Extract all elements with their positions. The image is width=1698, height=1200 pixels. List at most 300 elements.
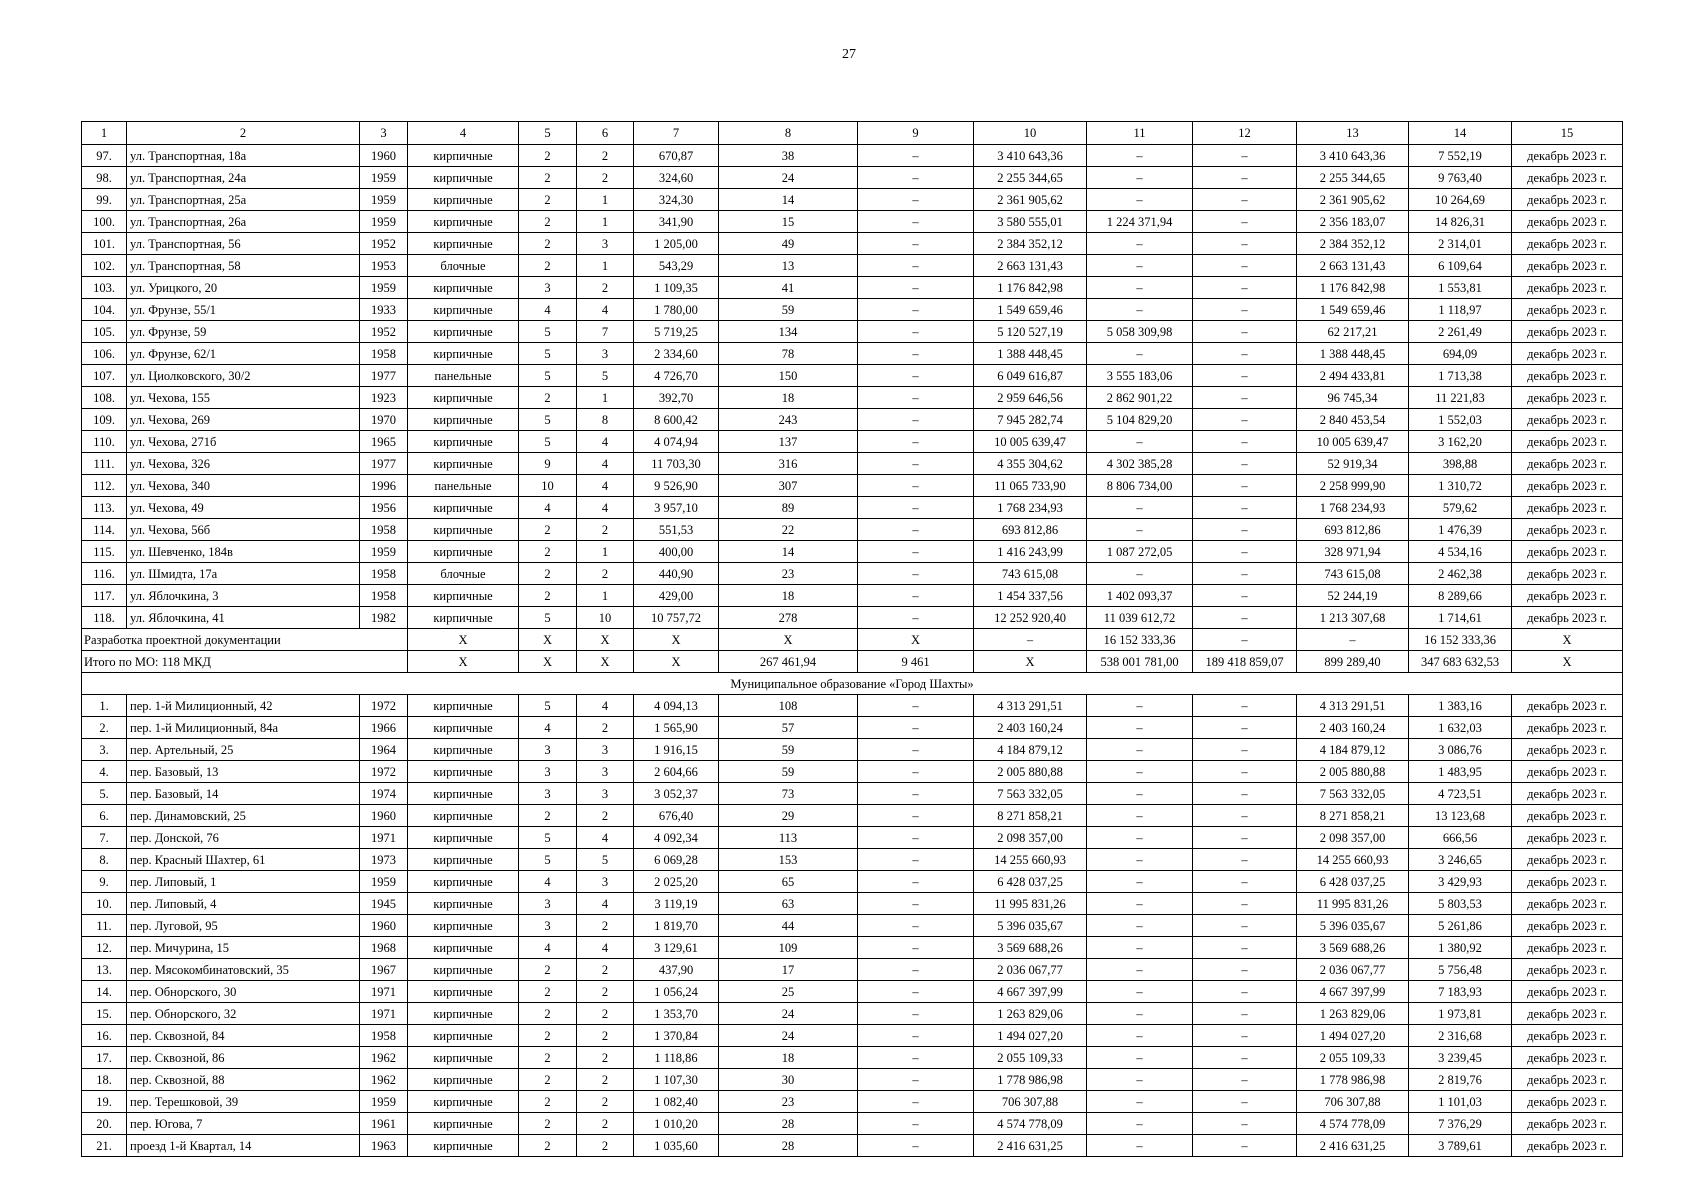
cost-total-cell: 3 410 643,36	[974, 145, 1087, 167]
address-cell: пер. Сквозной, 86	[127, 1047, 360, 1069]
table-row	[82, 981, 1623, 1003]
row-number-cell: 106.	[82, 343, 127, 365]
col-13-cell: 1 549 659,46	[1297, 299, 1409, 321]
row-number-cell: 7.	[82, 827, 127, 849]
completion-date-cell: декабрь 2023 г.	[1512, 541, 1623, 563]
completion-date-cell: декабрь 2023 г.	[1512, 497, 1623, 519]
unit-cost-cell: 1 383,16	[1409, 695, 1512, 717]
area-cell: 1 035,60	[634, 1135, 719, 1157]
wall-material-cell: кирпичные	[408, 211, 519, 233]
floors-cell: 2	[519, 387, 577, 409]
cost-total-cell: 6 428 037,25	[974, 871, 1087, 893]
col-9-cell: –	[858, 519, 974, 541]
table-row	[82, 145, 1623, 167]
year-built-cell: 1952	[360, 321, 408, 343]
completion-date-cell: декабрь 2023 г.	[1512, 607, 1623, 629]
floors-cell: 2	[519, 1047, 577, 1069]
col-13-cell: 1 263 829,06	[1297, 1003, 1409, 1025]
cost-total-cell: 3 569 688,26	[974, 937, 1087, 959]
col-11-cell: –	[1087, 233, 1193, 255]
floors-cell: 5	[519, 343, 577, 365]
col-13-cell: 693 812,86	[1297, 519, 1409, 541]
entrances-cell: 3	[577, 783, 634, 805]
completion-date-cell: декабрь 2023 г.	[1512, 475, 1623, 497]
unit-cost-cell: 1 118,97	[1409, 299, 1512, 321]
col-12-cell: –	[1193, 849, 1297, 871]
entrances-cell: 2	[577, 1025, 634, 1047]
year-built-cell: 1953	[360, 255, 408, 277]
entrances-cell: 7	[577, 321, 634, 343]
col-13-cell: 2 005 880,88	[1297, 761, 1409, 783]
col-9-cell: –	[858, 849, 974, 871]
row-number-cell: 11.	[82, 915, 127, 937]
row-number-cell: 109.	[82, 409, 127, 431]
year-built-cell: 1996	[360, 475, 408, 497]
col-11-cell: –	[1087, 1135, 1193, 1157]
col-11-cell: –	[1087, 343, 1193, 365]
design-docs-row-cell: –	[974, 629, 1087, 651]
col-11-cell: 1 087 272,05	[1087, 541, 1193, 563]
floors-cell: 3	[519, 783, 577, 805]
area-cell: 392,70	[634, 387, 719, 409]
year-built-cell: 1966	[360, 717, 408, 739]
total-row-cell: 9 461	[858, 651, 974, 673]
floors-cell: 4	[519, 937, 577, 959]
unit-cost-cell: 2 316,68	[1409, 1025, 1512, 1047]
col-13-cell: 1 388 448,45	[1297, 343, 1409, 365]
completion-date-cell: декабрь 2023 г.	[1512, 827, 1623, 849]
floors-cell: 2	[519, 145, 577, 167]
table-row	[82, 1069, 1623, 1091]
row-number-cell: 4.	[82, 761, 127, 783]
residents-cell: 29	[719, 805, 858, 827]
row-number-cell: 103.	[82, 277, 127, 299]
col-9-cell: –	[858, 299, 974, 321]
unit-cost-cell: 13 123,68	[1409, 805, 1512, 827]
row-number-cell: 101.	[82, 233, 127, 255]
completion-date-cell: декабрь 2023 г.	[1512, 1091, 1623, 1113]
entrances-cell: 1	[577, 211, 634, 233]
table-row	[82, 805, 1623, 827]
cost-total-cell: 7 563 332,05	[974, 783, 1087, 805]
year-built-cell: 1963	[360, 1135, 408, 1157]
col-11-cell: –	[1087, 1113, 1193, 1135]
table-row	[82, 915, 1623, 937]
unit-cost-cell: 2 462,38	[1409, 563, 1512, 585]
unit-cost-cell: 1 483,95	[1409, 761, 1512, 783]
wall-material-cell: кирпичные	[408, 1047, 519, 1069]
column-number-14: 14	[1409, 122, 1512, 145]
cost-total-cell: 4 574 778,09	[974, 1113, 1087, 1135]
residents-cell: 109	[719, 937, 858, 959]
col-12-cell: –	[1193, 739, 1297, 761]
area-cell: 1 107,30	[634, 1069, 719, 1091]
col-13-cell: 2 098 357,00	[1297, 827, 1409, 849]
area-cell: 1 109,35	[634, 277, 719, 299]
entrances-cell: 3	[577, 739, 634, 761]
year-built-cell: 1952	[360, 233, 408, 255]
col-13-cell: 1 768 234,93	[1297, 497, 1409, 519]
design-docs-row-cell: X	[719, 629, 858, 651]
floors-cell: 5	[519, 365, 577, 387]
table-row	[82, 299, 1623, 321]
table-row	[82, 739, 1623, 761]
col-11-cell: 4 302 385,28	[1087, 453, 1193, 475]
address-cell: ул. Чехова, 56б	[127, 519, 360, 541]
row-number-cell: 8.	[82, 849, 127, 871]
wall-material-cell: кирпичные	[408, 695, 519, 717]
entrances-cell: 2	[577, 959, 634, 981]
col-12-cell: –	[1193, 233, 1297, 255]
area-cell: 324,30	[634, 189, 719, 211]
completion-date-cell: декабрь 2023 г.	[1512, 343, 1623, 365]
entrances-cell: 1	[577, 387, 634, 409]
col-11-cell: 1 224 371,94	[1087, 211, 1193, 233]
col-11-cell: 3 555 183,06	[1087, 365, 1193, 387]
col-12-cell: –	[1193, 519, 1297, 541]
completion-date-cell: декабрь 2023 г.	[1512, 1003, 1623, 1025]
unit-cost-cell: 1 714,61	[1409, 607, 1512, 629]
wall-material-cell: кирпичные	[408, 541, 519, 563]
table-row	[82, 475, 1623, 497]
row-number-cell: 97.	[82, 145, 127, 167]
area-cell: 1 370,84	[634, 1025, 719, 1047]
entrances-cell: 2	[577, 145, 634, 167]
entrances-cell: 1	[577, 189, 634, 211]
table-row	[82, 211, 1623, 233]
col-11-cell: –	[1087, 871, 1193, 893]
cost-total-cell: 4 667 397,99	[974, 981, 1087, 1003]
col-13-cell: 2 255 344,65	[1297, 167, 1409, 189]
col-12-cell: –	[1193, 189, 1297, 211]
unit-cost-cell: 398,88	[1409, 453, 1512, 475]
year-built-cell: 1962	[360, 1069, 408, 1091]
residents-cell: 28	[719, 1113, 858, 1135]
cost-total-cell: 7 945 282,74	[974, 409, 1087, 431]
area-cell: 543,29	[634, 255, 719, 277]
design-docs-row	[82, 629, 1623, 651]
entrances-cell: 3	[577, 871, 634, 893]
floors-cell: 5	[519, 409, 577, 431]
address-cell: пер. Обнорского, 32	[127, 1003, 360, 1025]
col-12-cell: –	[1193, 981, 1297, 1003]
wall-material-cell: кирпичные	[408, 783, 519, 805]
area-cell: 3 119,19	[634, 893, 719, 915]
unit-cost-cell: 1 973,81	[1409, 1003, 1512, 1025]
col-9-cell: –	[858, 959, 974, 981]
col-12-cell: –	[1193, 431, 1297, 453]
area-cell: 1 565,90	[634, 717, 719, 739]
col-11-cell: –	[1087, 1003, 1193, 1025]
cost-total-cell: 1 494 027,20	[974, 1025, 1087, 1047]
area-cell: 676,40	[634, 805, 719, 827]
col-12-cell: –	[1193, 563, 1297, 585]
col-13-cell: 2 840 453,54	[1297, 409, 1409, 431]
wall-material-cell: кирпичные	[408, 805, 519, 827]
address-cell: пер. Липовый, 4	[127, 893, 360, 915]
col-12-cell: –	[1193, 937, 1297, 959]
wall-material-cell: кирпичные	[408, 607, 519, 629]
area-cell: 3 957,10	[634, 497, 719, 519]
col-9-cell: –	[858, 937, 974, 959]
address-cell: ул. Чехова, 269	[127, 409, 360, 431]
entrances-cell: 4	[577, 937, 634, 959]
floors-cell: 3	[519, 893, 577, 915]
total-row-cell: 899 289,40	[1297, 651, 1409, 673]
entrances-cell: 4	[577, 299, 634, 321]
table-row	[82, 1113, 1623, 1135]
unit-cost-cell: 579,62	[1409, 497, 1512, 519]
col-11-cell: –	[1087, 255, 1193, 277]
address-cell: ул. Урицкого, 20	[127, 277, 360, 299]
col-13-cell: 6 428 037,25	[1297, 871, 1409, 893]
unit-cost-cell: 1 310,72	[1409, 475, 1512, 497]
col-11-cell: –	[1087, 189, 1193, 211]
total-row-label: Итого по МО: 118 МКД	[82, 651, 408, 673]
col-9-cell: –	[858, 167, 974, 189]
year-built-cell: 1958	[360, 1025, 408, 1047]
col-9-cell: –	[858, 233, 974, 255]
unit-cost-cell: 3 246,65	[1409, 849, 1512, 871]
completion-date-cell: декабрь 2023 г.	[1512, 783, 1623, 805]
residents-cell: 316	[719, 453, 858, 475]
entrances-cell: 2	[577, 563, 634, 585]
table-row	[82, 387, 1623, 409]
col-11-cell: –	[1087, 805, 1193, 827]
area-cell: 4 094,13	[634, 695, 719, 717]
wall-material-cell: кирпичные	[408, 299, 519, 321]
wall-material-cell: кирпичные	[408, 915, 519, 937]
row-number-cell: 10.	[82, 893, 127, 915]
year-built-cell: 1972	[360, 761, 408, 783]
floors-cell: 5	[519, 607, 577, 629]
cost-total-cell: 8 271 858,21	[974, 805, 1087, 827]
area-cell: 9 526,90	[634, 475, 719, 497]
completion-date-cell: декабрь 2023 г.	[1512, 299, 1623, 321]
floors-cell: 2	[519, 959, 577, 981]
column-number-row	[82, 122, 1623, 145]
row-number-cell: 115.	[82, 541, 127, 563]
col-13-cell: 4 184 879,12	[1297, 739, 1409, 761]
wall-material-cell: блочные	[408, 563, 519, 585]
total-row-cell: X	[974, 651, 1087, 673]
cost-total-cell: 2 663 131,43	[974, 255, 1087, 277]
area-cell: 341,90	[634, 211, 719, 233]
completion-date-cell: декабрь 2023 г.	[1512, 695, 1623, 717]
year-built-cell: 1959	[360, 277, 408, 299]
table-row	[82, 1047, 1623, 1069]
column-number-3: 3	[360, 122, 408, 145]
address-cell: ул. Яблочкина, 41	[127, 607, 360, 629]
completion-date-cell: декабрь 2023 г.	[1512, 189, 1623, 211]
col-13-cell: 2 036 067,77	[1297, 959, 1409, 981]
col-11-cell: –	[1087, 783, 1193, 805]
unit-cost-cell: 1 552,03	[1409, 409, 1512, 431]
design-docs-row-cell: X	[634, 629, 719, 651]
table-row	[82, 563, 1623, 585]
design-docs-row-cell: X	[577, 629, 634, 651]
area-cell: 1 082,40	[634, 1091, 719, 1113]
residents-cell: 15	[719, 211, 858, 233]
column-number-5: 5	[519, 122, 577, 145]
design-docs-row-cell: 16 152 333,36	[1087, 629, 1193, 651]
residents-cell: 137	[719, 431, 858, 453]
area-cell: 3 052,37	[634, 783, 719, 805]
col-13-cell: 96 745,34	[1297, 387, 1409, 409]
area-cell: 10 757,72	[634, 607, 719, 629]
floors-cell: 2	[519, 1113, 577, 1135]
address-cell: пер. Красный Шахтер, 61	[127, 849, 360, 871]
col-12-cell: –	[1193, 167, 1297, 189]
col-12-cell: –	[1193, 321, 1297, 343]
floors-cell: 2	[519, 563, 577, 585]
area-cell: 2 604,66	[634, 761, 719, 783]
table-row	[82, 497, 1623, 519]
col-11-cell: –	[1087, 497, 1193, 519]
wall-material-cell: кирпичные	[408, 827, 519, 849]
column-number-13: 13	[1297, 122, 1409, 145]
cost-total-cell: 1 388 448,45	[974, 343, 1087, 365]
address-cell: пер. Обнорского, 30	[127, 981, 360, 1003]
total-row-cell: 538 001 781,00	[1087, 651, 1193, 673]
col-13-cell: 2 384 352,12	[1297, 233, 1409, 255]
address-cell: пер. Базовый, 14	[127, 783, 360, 805]
floors-cell: 2	[519, 167, 577, 189]
wall-material-cell: кирпичные	[408, 893, 519, 915]
col-9-cell: –	[858, 783, 974, 805]
area-cell: 2 025,20	[634, 871, 719, 893]
col-9-cell: –	[858, 365, 974, 387]
col-13-cell: 4 667 397,99	[1297, 981, 1409, 1003]
col-12-cell: –	[1193, 1069, 1297, 1091]
entrances-cell: 5	[577, 365, 634, 387]
year-built-cell: 1933	[360, 299, 408, 321]
residents-cell: 24	[719, 167, 858, 189]
column-number-12: 12	[1193, 122, 1297, 145]
col-12-cell: –	[1193, 1091, 1297, 1113]
area-cell: 4 074,94	[634, 431, 719, 453]
floors-cell: 2	[519, 1025, 577, 1047]
completion-date-cell: декабрь 2023 г.	[1512, 1135, 1623, 1157]
address-cell: ул. Транспортная, 25а	[127, 189, 360, 211]
entrances-cell: 2	[577, 277, 634, 299]
design-docs-row-cell: –	[1193, 629, 1297, 651]
col-12-cell: –	[1193, 255, 1297, 277]
unit-cost-cell: 3 162,20	[1409, 431, 1512, 453]
residents-cell: 18	[719, 387, 858, 409]
residents-cell: 150	[719, 365, 858, 387]
address-cell: ул. Шевченко, 184в	[127, 541, 360, 563]
floors-cell: 2	[519, 255, 577, 277]
col-13-cell: 1 494 027,20	[1297, 1025, 1409, 1047]
row-number-cell: 2.	[82, 717, 127, 739]
wall-material-cell: кирпичные	[408, 849, 519, 871]
unit-cost-cell: 2 819,76	[1409, 1069, 1512, 1091]
residents-cell: 14	[719, 541, 858, 563]
col-13-cell: 14 255 660,93	[1297, 849, 1409, 871]
col-13-cell: 3 410 643,36	[1297, 145, 1409, 167]
entrances-cell: 4	[577, 497, 634, 519]
row-number-cell: 19.	[82, 1091, 127, 1113]
residents-cell: 78	[719, 343, 858, 365]
address-cell: пер. 1-й Милиционный, 84а	[127, 717, 360, 739]
year-built-cell: 1977	[360, 453, 408, 475]
unit-cost-cell: 4 534,16	[1409, 541, 1512, 563]
col-11-cell: –	[1087, 167, 1193, 189]
wall-material-cell: кирпичные	[408, 1113, 519, 1135]
cost-total-cell: 3 580 555,01	[974, 211, 1087, 233]
area-cell: 1 780,00	[634, 299, 719, 321]
wall-material-cell: кирпичные	[408, 871, 519, 893]
col-11-cell: –	[1087, 299, 1193, 321]
address-cell: ул. Чехова, 155	[127, 387, 360, 409]
col-13-cell: 1 213 307,68	[1297, 607, 1409, 629]
wall-material-cell: кирпичные	[408, 1003, 519, 1025]
col-11-cell: –	[1087, 1069, 1193, 1091]
col-12-cell: –	[1193, 277, 1297, 299]
floors-cell: 3	[519, 761, 577, 783]
wall-material-cell: кирпичные	[408, 387, 519, 409]
row-number-cell: 111.	[82, 453, 127, 475]
col-13-cell: 2 055 109,33	[1297, 1047, 1409, 1069]
col-11-cell: 2 862 901,22	[1087, 387, 1193, 409]
year-built-cell: 1958	[360, 519, 408, 541]
entrances-cell: 4	[577, 453, 634, 475]
table-row	[82, 321, 1623, 343]
col-12-cell: –	[1193, 475, 1297, 497]
entrances-cell: 2	[577, 1091, 634, 1113]
floors-cell: 9	[519, 453, 577, 475]
col-13-cell: 706 307,88	[1297, 1091, 1409, 1113]
residents-cell: 18	[719, 1047, 858, 1069]
col-11-cell: –	[1087, 827, 1193, 849]
cost-total-cell: 2 384 352,12	[974, 233, 1087, 255]
column-number-6: 6	[577, 122, 634, 145]
residents-cell: 278	[719, 607, 858, 629]
floors-cell: 10	[519, 475, 577, 497]
col-9-cell: –	[858, 497, 974, 519]
wall-material-cell: кирпичные	[408, 1091, 519, 1113]
residents-cell: 22	[719, 519, 858, 541]
wall-material-cell: кирпичные	[408, 189, 519, 211]
col-9-cell: –	[858, 431, 974, 453]
col-12-cell: –	[1193, 145, 1297, 167]
address-cell: пер. Базовый, 13	[127, 761, 360, 783]
completion-date-cell: декабрь 2023 г.	[1512, 453, 1623, 475]
area-cell: 1 118,86	[634, 1047, 719, 1069]
design-docs-row-cell: –	[1297, 629, 1409, 651]
wall-material-cell: кирпичные	[408, 585, 519, 607]
col-13-cell: 2 494 433,81	[1297, 365, 1409, 387]
col-12-cell: –	[1193, 871, 1297, 893]
address-cell: ул. Транспортная, 26а	[127, 211, 360, 233]
completion-date-cell: декабрь 2023 г.	[1512, 277, 1623, 299]
wall-material-cell: кирпичные	[408, 343, 519, 365]
address-cell: пер. Мичурина, 15	[127, 937, 360, 959]
col-13-cell: 328 971,94	[1297, 541, 1409, 563]
col-13-cell: 2 356 183,07	[1297, 211, 1409, 233]
area-cell: 3 129,61	[634, 937, 719, 959]
col-12-cell: –	[1193, 893, 1297, 915]
column-number-2: 2	[127, 122, 360, 145]
wall-material-cell: кирпичные	[408, 1135, 519, 1157]
year-built-cell: 1964	[360, 739, 408, 761]
cost-total-cell: 2 361 905,62	[974, 189, 1087, 211]
entrances-cell: 1	[577, 541, 634, 563]
completion-date-cell: декабрь 2023 г.	[1512, 1047, 1623, 1069]
col-11-cell: –	[1087, 145, 1193, 167]
col-11-cell: –	[1087, 1091, 1193, 1113]
